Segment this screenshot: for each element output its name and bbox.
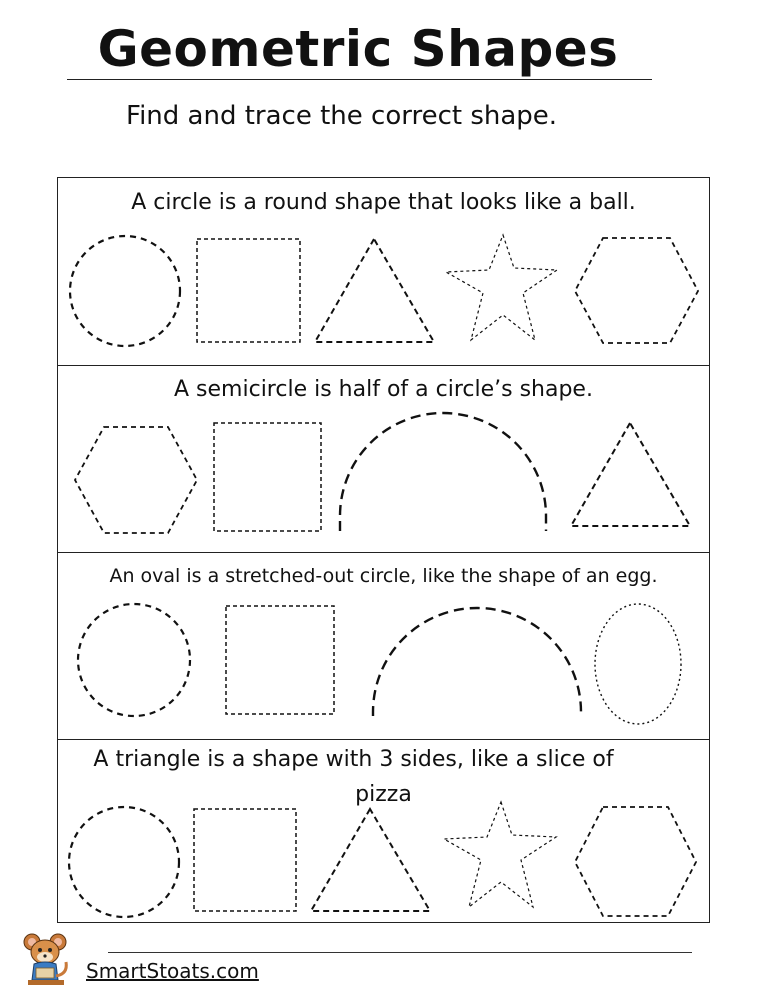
title-underline [67,79,652,80]
circle-shape[interactable] [78,604,190,716]
square-shape[interactable] [194,809,296,911]
square-shape[interactable] [197,239,300,342]
row-4-caption-line1: A triangle is a shape with 3 sides, like a slice of [93,747,614,772]
instruction-text: Find and trace the correct shape. [126,101,558,131]
row-3-caption: An oval is a stretched-out circle, like the shape of an egg. [109,565,658,587]
triangle-shape[interactable] [311,809,430,911]
row-4-caption-line2: pizza [355,782,412,807]
row-1-shapes [70,235,698,346]
semicircle-shape[interactable] [373,608,581,716]
stoat-mascot-icon [20,930,72,988]
row-3-shapes [78,604,681,724]
triangle-shape[interactable] [315,239,434,342]
star-shape[interactable] [444,802,556,907]
square-shape[interactable] [214,423,321,531]
circle-shape[interactable] [69,807,179,917]
triangle-shape[interactable] [571,423,690,526]
row-2-caption: A semicircle is half of a circle’s shape. [174,377,593,402]
star-shape[interactable] [446,235,557,340]
hexagon-shape[interactable] [575,807,696,916]
row-4-shapes [69,802,696,917]
circle-shape[interactable] [70,236,180,346]
semicircle-shape[interactable] [340,413,546,531]
page-title: Geometric Shapes [97,20,619,78]
row-1-caption: A circle is a round shape that looks like a ball. [131,190,636,215]
oval-shape[interactable] [595,604,681,724]
site-link[interactable]: SmartStoats.com [86,959,259,983]
traceable-shapes [57,177,710,923]
square-shape[interactable] [226,606,334,714]
hexagon-shape[interactable] [75,427,197,533]
row-2-shapes [75,413,690,533]
hexagon-shape[interactable] [575,238,698,343]
footer-rule [108,952,692,953]
